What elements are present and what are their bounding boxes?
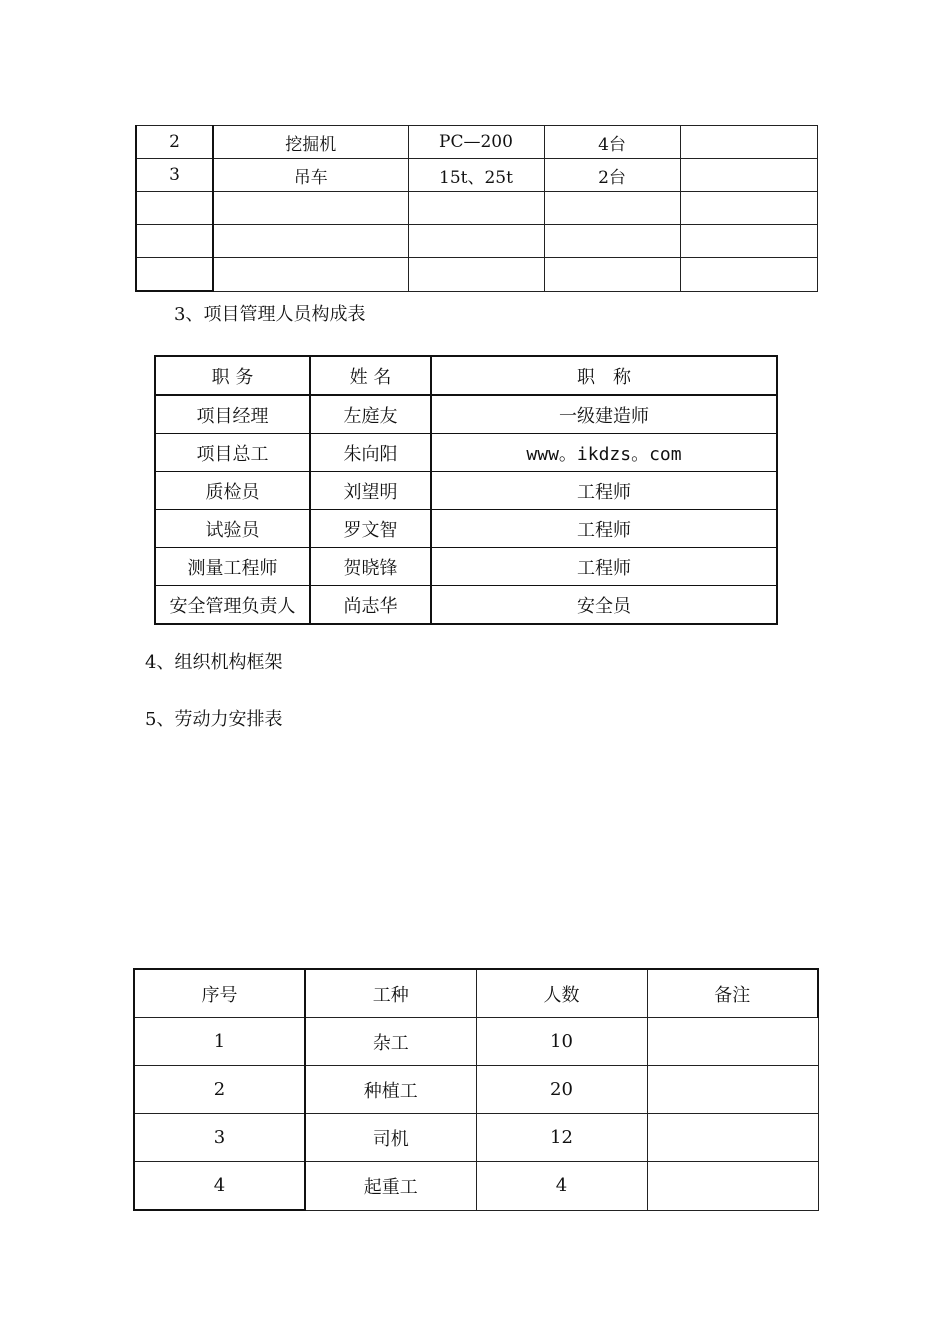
table-row bbox=[136, 225, 817, 258]
labour-cell-note bbox=[647, 1114, 818, 1162]
labour-cell-count: 20 bbox=[476, 1066, 647, 1114]
staff-cell-position: 项目总工 bbox=[155, 434, 310, 472]
table-row bbox=[155, 586, 777, 625]
equip-cell-qty bbox=[544, 192, 680, 225]
labour-cell-trade: 种植工 bbox=[305, 1066, 476, 1114]
section-3-heading: 3、项目管理人员构成表 bbox=[174, 304, 366, 325]
table-header-row bbox=[155, 356, 777, 395]
equip-cell-qty: 4台 bbox=[544, 126, 680, 159]
table-row bbox=[136, 258, 817, 292]
labour-header-no: 序号 bbox=[134, 969, 305, 1018]
labour-cell-note bbox=[647, 1162, 818, 1211]
table-row bbox=[134, 1018, 818, 1066]
staff-cell-name: 朱向阳 bbox=[310, 434, 431, 472]
equip-cell-note bbox=[680, 225, 817, 258]
equipment-table bbox=[135, 125, 818, 292]
staff-cell-name: 尚志华 bbox=[310, 586, 431, 625]
table-row bbox=[136, 159, 817, 192]
equip-cell-qty bbox=[544, 225, 680, 258]
equip-cell-qty: 2台 bbox=[544, 159, 680, 192]
labour-cell-no: 4 bbox=[134, 1162, 305, 1211]
staff-cell-position: 测量工程师 bbox=[155, 548, 310, 586]
equip-cell-name bbox=[213, 225, 408, 258]
equip-cell-note bbox=[680, 258, 817, 292]
equip-cell-qty bbox=[544, 258, 680, 292]
table-row bbox=[155, 395, 777, 434]
equip-cell-name bbox=[213, 192, 408, 225]
labour-cell-trade: 杂工 bbox=[305, 1018, 476, 1066]
labour-header-note: 备注 bbox=[647, 969, 818, 1018]
table-row bbox=[155, 434, 777, 472]
labour-cell-count: 10 bbox=[476, 1018, 647, 1066]
labour-cell-trade: 司机 bbox=[305, 1114, 476, 1162]
table-row bbox=[134, 1066, 818, 1114]
labour-cell-no: 3 bbox=[134, 1114, 305, 1162]
equip-cell-model bbox=[408, 258, 544, 292]
staff-header-title: 职 称 bbox=[431, 356, 777, 395]
staff-cell-name: 贺晓锋 bbox=[310, 548, 431, 586]
equip-cell-no bbox=[136, 258, 213, 292]
equip-cell-model bbox=[408, 225, 544, 258]
staff-cell-name: 刘望明 bbox=[310, 472, 431, 510]
staff-header-name: 姓 名 bbox=[310, 356, 431, 395]
labour-cell-trade: 起重工 bbox=[305, 1162, 476, 1211]
equip-cell-no bbox=[136, 225, 213, 258]
staff-cell-title: 工程师 bbox=[431, 510, 777, 548]
equip-cell-no: 3 bbox=[136, 159, 213, 192]
staff-header-position: 职 务 bbox=[155, 356, 310, 395]
labour-cell-note bbox=[647, 1066, 818, 1114]
staff-table bbox=[154, 355, 778, 625]
table-row bbox=[155, 548, 777, 586]
staff-cell-position: 项目经理 bbox=[155, 395, 310, 434]
equip-cell-model: 15t、25t bbox=[408, 159, 544, 192]
equip-cell-no: 2 bbox=[136, 126, 213, 159]
staff-cell-name: 罗文智 bbox=[310, 510, 431, 548]
equip-cell-name bbox=[213, 258, 408, 292]
staff-cell-title: www。ikdzs。com bbox=[431, 434, 777, 472]
staff-cell-position: 质检员 bbox=[155, 472, 310, 510]
equip-cell-note bbox=[680, 192, 817, 225]
labour-cell-count: 4 bbox=[476, 1162, 647, 1211]
staff-cell-title: 安全员 bbox=[431, 586, 777, 625]
staff-cell-position: 试验员 bbox=[155, 510, 310, 548]
equip-cell-model bbox=[408, 192, 544, 225]
section-4-heading: 4、组织机构框架 bbox=[145, 652, 283, 673]
table-row bbox=[134, 1114, 818, 1162]
table-header-row bbox=[134, 969, 818, 1018]
table-row bbox=[134, 1162, 818, 1211]
equip-cell-model: PC—200 bbox=[408, 126, 544, 159]
labour-header-count: 人数 bbox=[476, 969, 647, 1018]
labour-cell-no: 1 bbox=[134, 1018, 305, 1066]
staff-cell-title: 工程师 bbox=[431, 472, 777, 510]
table-row bbox=[155, 472, 777, 510]
table-row bbox=[136, 192, 817, 225]
staff-cell-title: 工程师 bbox=[431, 548, 777, 586]
equip-cell-name: 挖掘机 bbox=[213, 126, 408, 159]
staff-cell-name: 左庭友 bbox=[310, 395, 431, 434]
staff-cell-title: 一级建造师 bbox=[431, 395, 777, 434]
section-5-heading: 5、劳动力安排表 bbox=[145, 709, 283, 730]
labour-table bbox=[133, 968, 819, 1211]
equip-cell-name: 吊车 bbox=[213, 159, 408, 192]
labour-header-trade: 工种 bbox=[305, 969, 476, 1018]
equip-cell-no bbox=[136, 192, 213, 225]
equip-cell-note bbox=[680, 126, 817, 159]
labour-cell-note bbox=[647, 1018, 818, 1066]
equip-cell-note bbox=[680, 159, 817, 192]
table-row bbox=[155, 510, 777, 548]
labour-cell-no: 2 bbox=[134, 1066, 305, 1114]
labour-cell-count: 12 bbox=[476, 1114, 647, 1162]
staff-cell-position: 安全管理负责人 bbox=[155, 586, 310, 625]
table-row bbox=[136, 126, 817, 159]
